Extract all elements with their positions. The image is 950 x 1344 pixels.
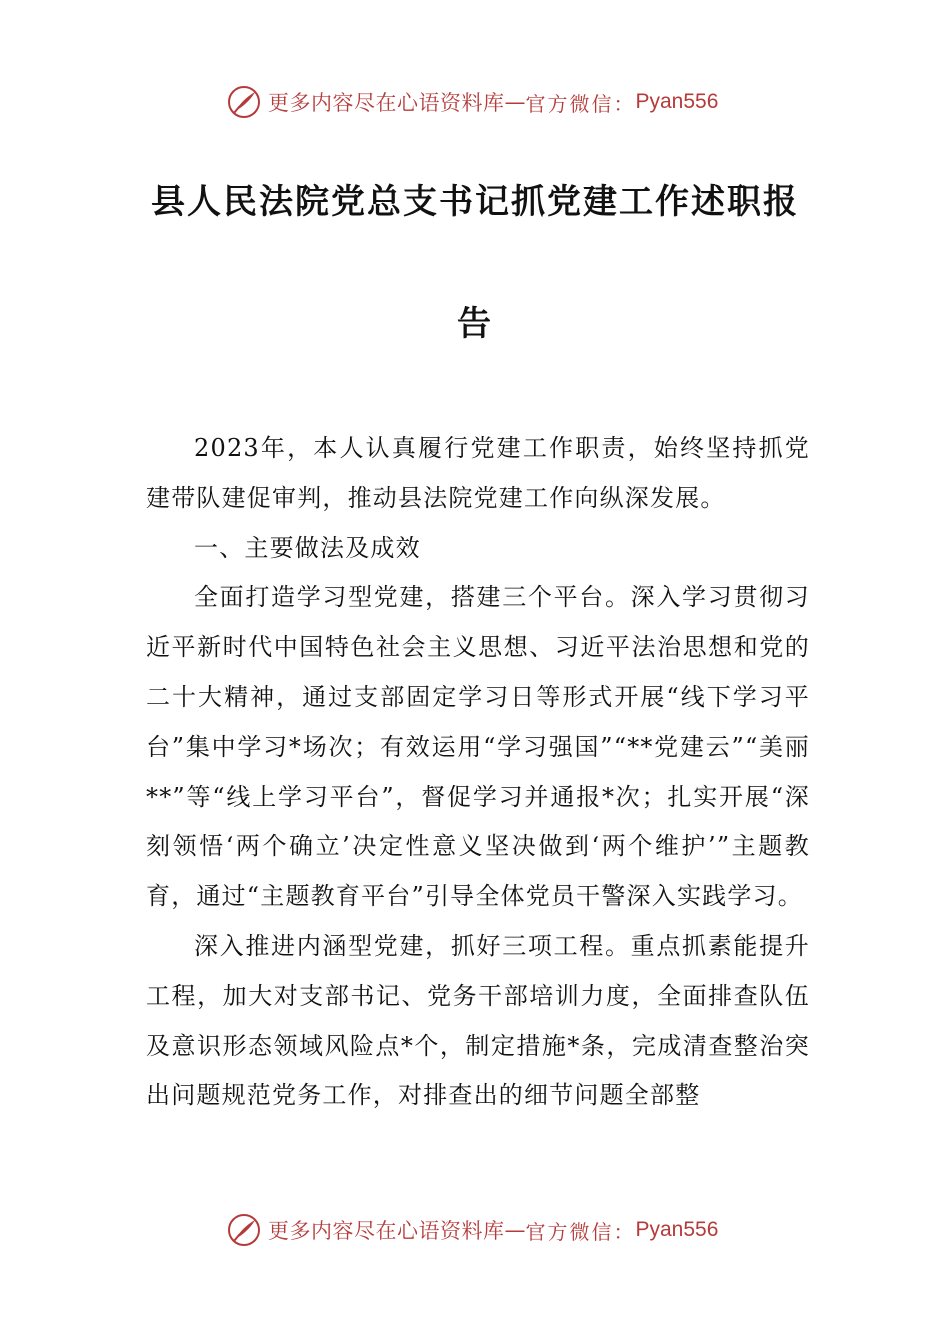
paragraph-connotation: 深入推进内涵型党建，抓好三项工程。重点抓素能提升工程，加大对支部书记、党务干部培训力度，全面排查队伍及意识形态领域风险点*个，制定措施*条，完成清查整治突出问题规范党务工作，对排查出的细节问题全部整	[146, 931, 810, 1110]
watermark-label: 官方微信：	[525, 1219, 636, 1244]
watermark-label: 官方微信：	[525, 91, 636, 116]
document-title-line1: 县人民法院党总支书记抓党建工作述职报	[151, 182, 799, 222]
watermark-footer	[226, 1210, 718, 1250]
quill-logo-icon	[226, 1212, 262, 1248]
paragraph-learning: 全面打造学习型党建，搭建三个平台。深入学习贯彻习近平新时代中国特色社会主义思想、习近平法治思想和党的二十大精神，通过支部固定学习日等形式开展“线下学习平台”集中学习*场次；有效运用“学习强国”“**党建云”“美丽**”等“线上学习平台”，督促学习并通报*次；扎实开展“深刻领悟‘两个确立’决定性意义坚决做到‘两个维护’”主题教育，通过“主题教育平台”引导全体党员干警深入实践学习。	[146, 583, 810, 911]
document-title-line2: 告	[457, 304, 493, 344]
watermark-header	[226, 82, 718, 122]
paragraph-intro: 2023年，本人认真履行党建工作职责，始终坚持抓党建带队建促审判，推动县法院党建工作向纵深发展。	[146, 434, 810, 512]
watermark-separator: —	[504, 90, 526, 114]
watermark-wechat-id: Pyan556	[635, 90, 719, 113]
watermark-wechat-id: Pyan556	[635, 1218, 719, 1241]
section-heading: 一、主要做法及成效	[194, 533, 421, 562]
quill-logo-icon	[226, 84, 262, 120]
watermark-brand: 更多内容尽在心语资料库	[268, 91, 505, 115]
watermark-brand: 更多内容尽在心语资料库	[268, 1219, 505, 1243]
watermark-separator: —	[504, 1218, 526, 1242]
document-body	[146, 424, 810, 1121]
